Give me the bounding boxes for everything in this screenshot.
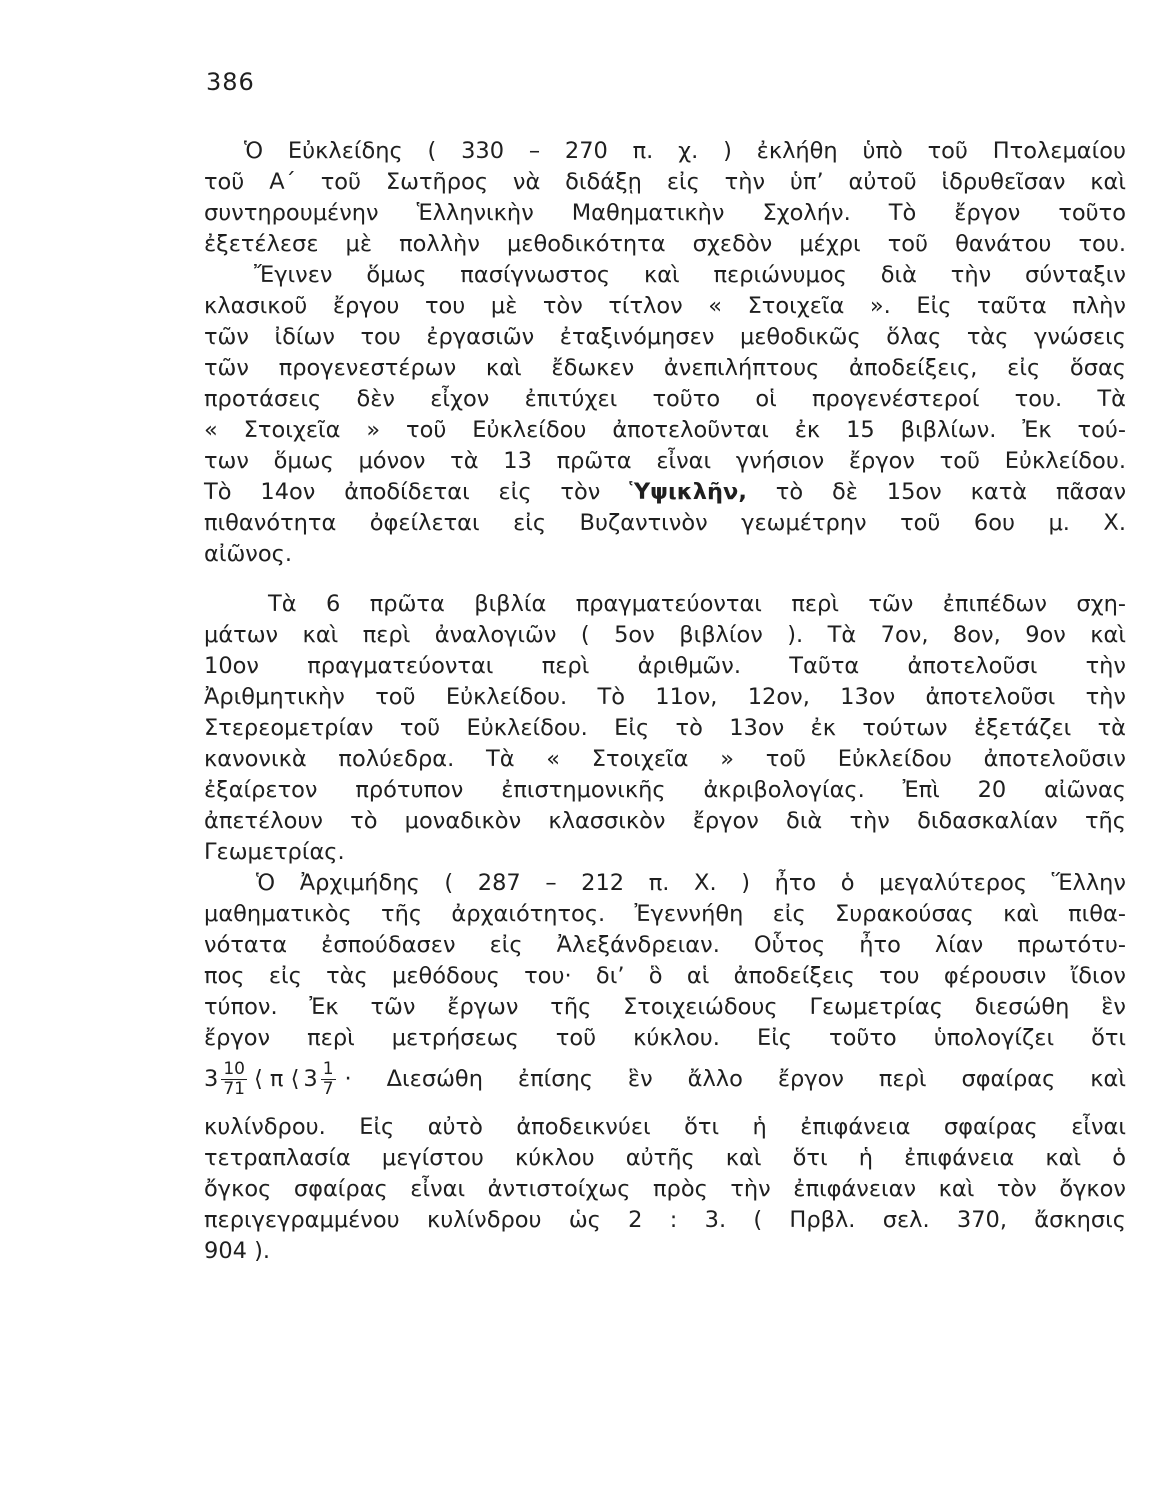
text-line: πιθανότητα ὀφείλεται εἰς Βυζαντινὸν γεωμέτρην τοῦ 6ου μ. Χ.	[204, 510, 1126, 536]
text-fragment: τὸ δὲ 15ον κατὰ πᾶσαν	[775, 479, 1127, 505]
text-line: νότατα ἐσπούδασεν εἰς Ἀλεξάνδρειαν. Οὗτος ἦτο λίαν πρωτότυ-	[204, 932, 1126, 958]
text-line: « Στοιχεῖα » τοῦ Εὐκλείδου ἀποτελοῦνται ἐκ 15 βιβλίων. Ἐκ τού-	[204, 417, 1126, 443]
page-body	[204, 136, 1126, 1267]
text-line: μάτων καὶ περὶ ἀναλογιῶν ( 5ον βιβλίον ). Τὰ 7ον, 8ον, 9ον καὶ	[204, 622, 1126, 648]
formula-whole-2: 3	[303, 1066, 318, 1092]
fraction-numerator: 10	[223, 1058, 245, 1079]
text-line: περιγεγραμμένου κυλίνδρου ὡς 2 : 3. ( Πρβλ. σελ. 370, ἄσκησις	[204, 1207, 1126, 1233]
paragraph-euclid-intro	[204, 136, 1126, 260]
paragraph-archimedes	[204, 868, 1126, 1267]
text-fragment: Τὸ 14ον ἀποδίδεται εἰς τὸν	[204, 479, 601, 505]
text-line: τῶν προγενεστέρων καὶ ἔδωκεν ἀνεπιλήπτους ἀποδείξεις, εἰς ὅσας	[204, 355, 1126, 381]
name-hypsikles: Ὑψικλῆν,	[629, 479, 747, 505]
text-line: ὄγκος σφαίρας εἶναι ἀντιστοίχως πρὸς τὴν ἐπιφάνειαν καὶ τὸν ὄγκον	[204, 1176, 1126, 1202]
text-line: τοῦ Α΄ τοῦ Σωτῆρος νὰ διδάξῃ εἰς τὴν ὑπ’ αὐτοῦ ἱδρυθεῖσαν καὶ	[204, 169, 1126, 195]
fraction-1-7	[321, 1060, 336, 1099]
text-line: Τὰ 6 πρῶτα βιβλία πραγματεύονται περὶ τῶν ἐπιπέδων σχη-	[268, 591, 1126, 617]
text-line: των ὅμως μόνον τὰ 13 πρῶτα εἶναι γνήσιον ἔργον τοῦ Εὐκλείδου.	[204, 448, 1126, 474]
text-line-hypsikles	[204, 477, 1126, 508]
pi-inequality-line	[204, 1050, 1126, 1108]
text-line: προτάσεις δὲν εἶχον ἐπιτύχει τοῦτο οἱ προγενέστεροί του. Τὰ	[204, 386, 1126, 412]
text-line: συντηρουμένην Ἑλληνικὴν Μαθηματικὴν Σχολήν. Τὸ ἔργον τοῦτο	[204, 200, 1126, 226]
formula-trailing-text: · Διεσώθη ἐπίσης ἓν ἄλλο ἔργον περὶ σφαίρας καὶ	[344, 1066, 1126, 1092]
paragraph-gap	[204, 570, 1126, 589]
text-line: πος εἰς τὰς μεθόδους του· δι’ ὃ αἱ ἀποδείξεις του φέρουσιν ἴδιον	[204, 963, 1126, 989]
paragraph-elements	[204, 260, 1126, 570]
fraction-denominator: 7	[322, 1078, 334, 1099]
formula-whole-1: 3	[204, 1066, 219, 1092]
text-line: 10ον πραγματεύονται περὶ ἀριθμῶν. Ταῦτα ἀποτελοῦσι τὴν	[204, 653, 1126, 679]
page-number: 386	[206, 68, 255, 96]
text-line: 904 ).	[204, 1238, 271, 1264]
text-line: Στερεομετρίαν τοῦ Εὐκλείδου. Εἰς τὸ 13ον ἐκ τούτων ἐξετάζει τὰ	[204, 715, 1126, 741]
text-line: κανονικὰ πολύεδρα. Τὰ « Στοιχεῖα » τοῦ Εὐκλείδου ἀποτελοῦσιν	[204, 746, 1126, 772]
fraction-numerator: 1	[322, 1058, 334, 1079]
text-line: κυλίνδρου. Εἰς αὐτὸ ἀποδεικνύει ὅτι ἡ ἐπιφάνεια σφαίρας εἶναι	[204, 1114, 1126, 1140]
text-line: τῶν ἰδίων του ἐργασιῶν ἐταξινόμησεν μεθοδικῶς ὅλας τὰς γνώσεις	[204, 324, 1126, 350]
text-line: Ὁ Ἀρχιμήδης ( 287 – 212 π. Χ. ) ἦτο ὁ μεγαλύτερος Ἕλλην	[256, 870, 1126, 896]
text-line: Ὁ Εὐκλείδης ( 330 – 270 π. χ. ) ἐκλήθη ὑπὸ τοῦ Πτολεμαίου	[244, 138, 1126, 164]
text-line: τετραπλασία μεγίστου κύκλου αὐτῆς καὶ ὅτι ἡ ἐπιφάνεια καὶ ὁ	[204, 1145, 1126, 1171]
text-line: ἐξαίρετον πρότυπον ἐπιστημονικῆς ἀκριβολογίας. Ἐπὶ 20 αἰῶνας	[204, 777, 1126, 803]
fraction-denominator: 71	[223, 1078, 245, 1099]
formula-inequality: ⟨ π ⟨	[253, 1066, 300, 1092]
text-line: τύπον. Ἐκ τῶν ἔργων τῆς Στοιχειώδους Γεωμετρίας διεσώθη ἓν	[204, 994, 1126, 1020]
text-line: Ἔγινεν ὅμως πασίγνωστος καὶ περιώνυμος διὰ τὴν σύνταξιν	[254, 262, 1126, 288]
fraction-10-71	[221, 1060, 247, 1099]
text-line: ἔργον περὶ μετρήσεως τοῦ κύκλου. Εἰς τοῦτο ὑπολογίζει ὅτι	[204, 1025, 1126, 1051]
text-line: Ἀριθμητικὴν τοῦ Εὐκλείδου. Τὸ 11ον, 12ον, 13ον ἀποτελοῦσι τὴν	[204, 684, 1126, 710]
text-line: κλασικοῦ ἔργου του μὲ τὸν τίτλον « Στοιχεῖα ». Εἰς ταῦτα πλὴν	[204, 293, 1126, 319]
text-line: ἐξετέλεσε μὲ πολλὴν μεθοδικότητα σχεδὸν μέχρι τοῦ θανάτου του.	[204, 231, 1126, 257]
text-line: αἰῶνος.	[204, 541, 292, 567]
text-line: Γεωμετρίας.	[204, 839, 345, 865]
paragraph-books-content	[204, 589, 1126, 868]
text-line: ἀπετέλουν τὸ μοναδικὸν κλασσικὸν ἔργον διὰ τὴν διδασκαλίαν τῆς	[204, 808, 1126, 834]
text-line: μαθηματικὸς τῆς ἀρχαιότητος. Ἐγεννήθη εἰς Συρακούσας καὶ πιθα-	[204, 901, 1126, 927]
